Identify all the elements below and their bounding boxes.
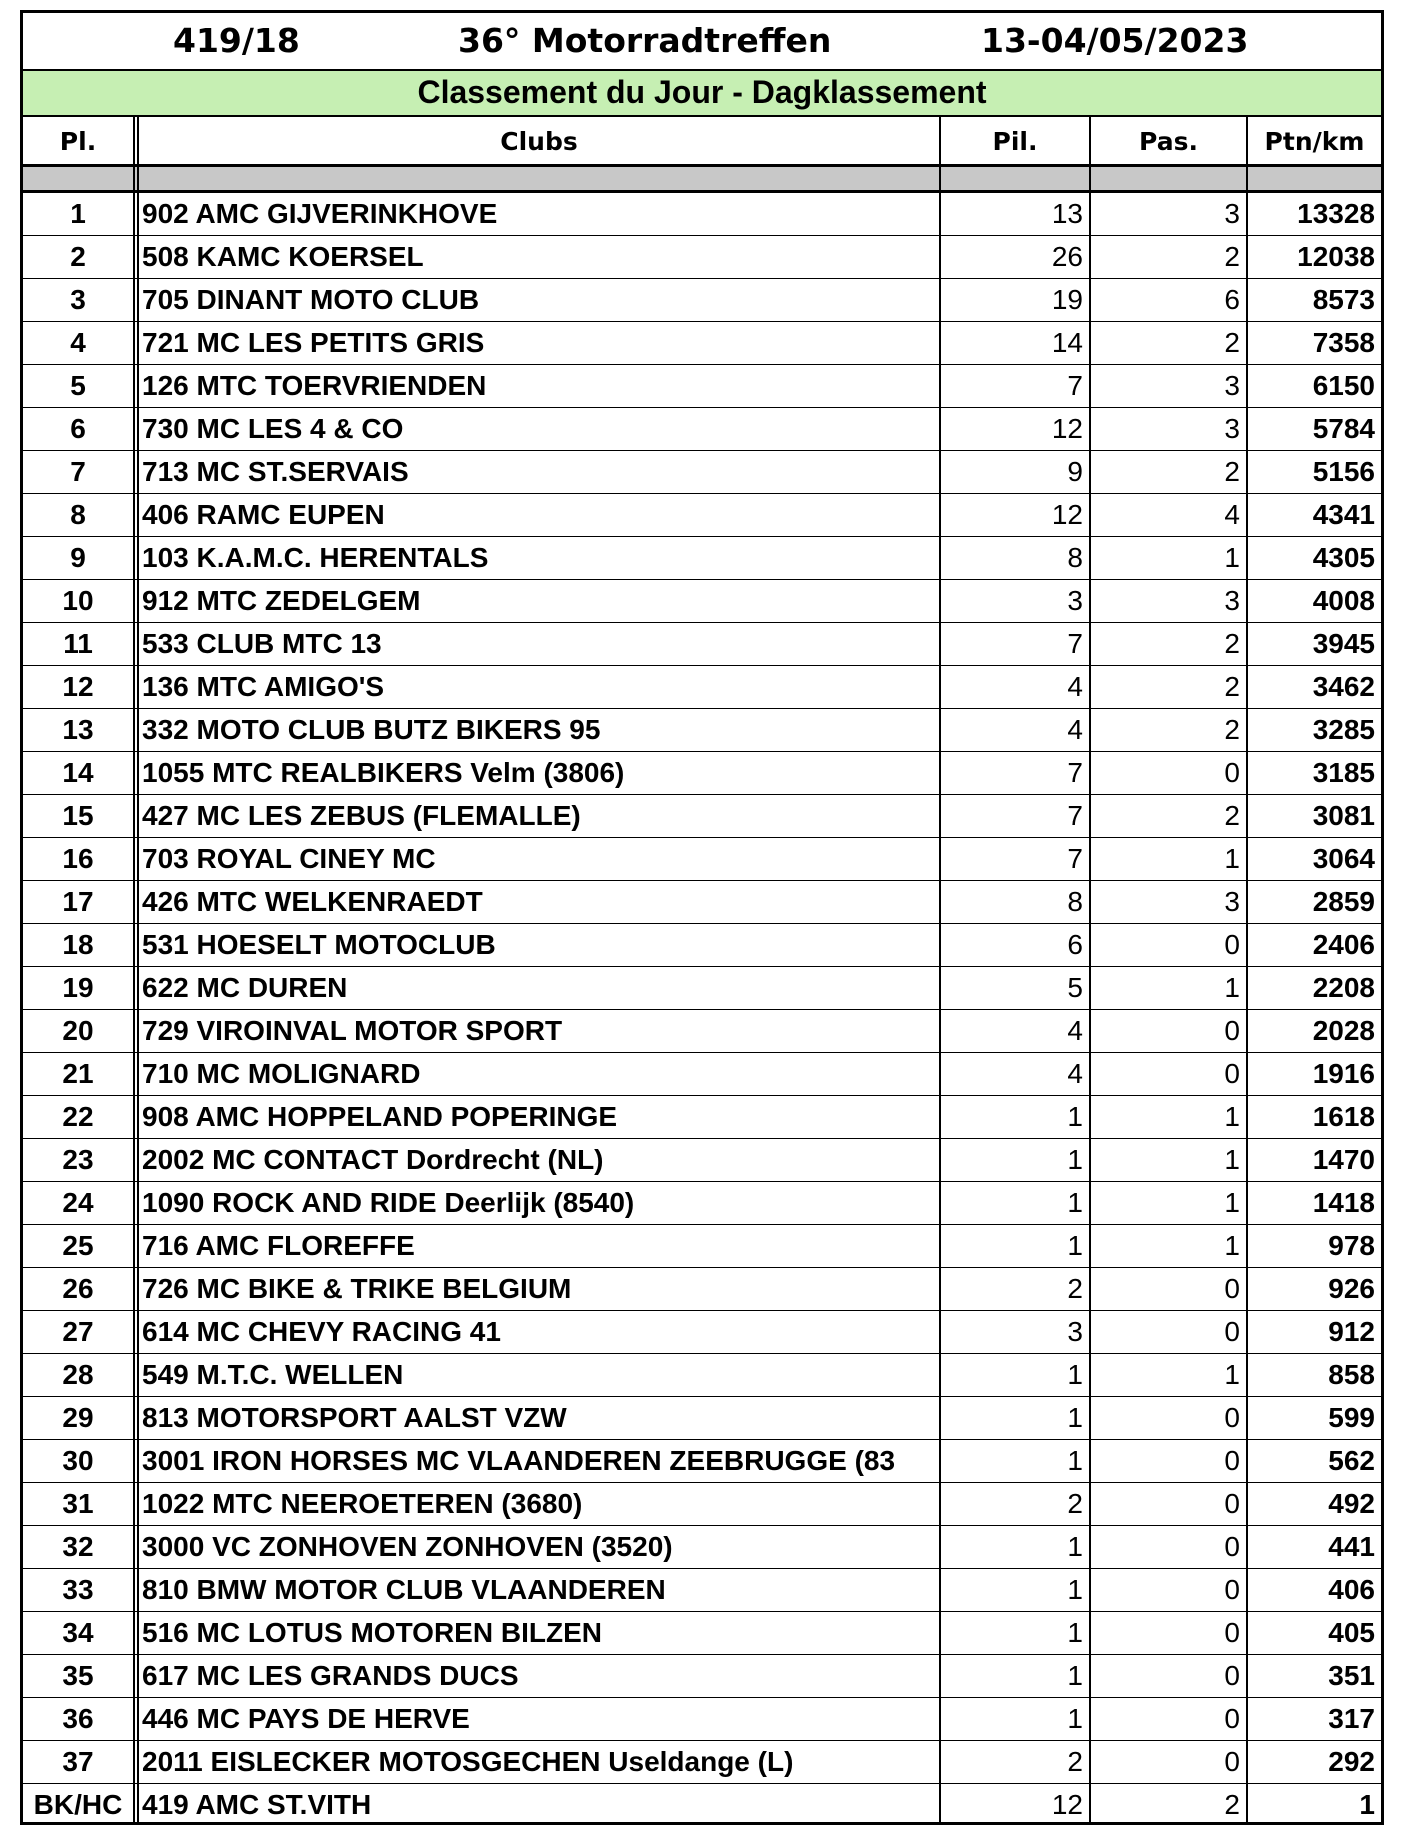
table-row (23, 1741, 1381, 1784)
cell-passengers: 2 (1224, 671, 1240, 702)
cell-passengers: 0 (1224, 1617, 1240, 1648)
cell-passengers: 1 (1224, 1187, 1240, 1218)
cell-passengers: 1 (1224, 1144, 1240, 1175)
cell-pilots: 1 (1067, 1574, 1083, 1605)
table-row (23, 666, 1381, 709)
cell-place: 18 (62, 929, 94, 960)
cell-pilots: 13 (1051, 198, 1083, 229)
cell-club: 713 MC ST.SERVAIS (142, 456, 409, 487)
cell-place: 2 (70, 241, 86, 272)
cell-passengers: 1 (1224, 1101, 1240, 1132)
cell-place: 3 (70, 284, 86, 315)
cell-place: 26 (62, 1273, 94, 1304)
cell-pilots: 8 (1067, 886, 1083, 917)
table-row (23, 795, 1381, 838)
cell-club: 908 AMC HOPPELAND POPERINGE (142, 1101, 618, 1132)
cell-place: 1 (70, 198, 86, 229)
cell-passengers: 2 (1224, 241, 1240, 272)
cell-club: 716 AMC FLOREFFE (142, 1230, 415, 1261)
cell-pilots: 1 (1067, 1144, 1083, 1175)
cell-passengers: 4 (1224, 499, 1240, 530)
cell-place: 28 (62, 1359, 94, 1390)
cell-place: 14 (62, 757, 94, 788)
cell-points: 978 (1328, 1230, 1375, 1261)
table-row (23, 881, 1381, 924)
cell-place: 16 (62, 843, 94, 874)
cell-passengers: 0 (1224, 1316, 1240, 1347)
cell-club: 126 MTC TOERVRIENDEN (142, 370, 487, 401)
table-row (23, 1311, 1381, 1354)
cell-points: 2028 (1312, 1015, 1375, 1046)
cell-place: 24 (62, 1187, 94, 1218)
cell-pilots: 12 (1051, 499, 1083, 530)
table-row (23, 193, 1381, 236)
cell-club: 614 MC CHEVY RACING 41 (142, 1316, 501, 1347)
cell-points: 317 (1328, 1703, 1375, 1734)
table-row (23, 1698, 1381, 1741)
table-row (23, 1612, 1381, 1655)
cell-club: 710 MC MOLIGNARD (142, 1058, 421, 1089)
table-row (23, 537, 1381, 580)
cell-pilots: 2 (1067, 1273, 1083, 1304)
column-header-place: Pl. (59, 127, 97, 156)
column-header-clubs: Clubs (500, 127, 578, 156)
cell-passengers: 2 (1224, 714, 1240, 745)
table-row (23, 709, 1381, 752)
cell-passengers: 1 (1224, 1359, 1240, 1390)
table-row (23, 1225, 1381, 1268)
column-header-row (23, 117, 1381, 167)
cell-club: 721 MC LES PETITS GRIS (142, 327, 485, 358)
column-divider (133, 117, 135, 1822)
table-row (23, 1655, 1381, 1698)
cell-club: 2011 EISLECKER MOTOSGECHEN Useldange (L) (142, 1746, 794, 1777)
cell-place: 19 (62, 972, 94, 1003)
cell-points: 292 (1328, 1746, 1375, 1777)
table-row (23, 1440, 1381, 1483)
table-row (23, 1268, 1381, 1311)
cell-club: 813 MOTORSPORT AALST VZW (142, 1402, 567, 1433)
cell-points: 8573 (1312, 284, 1375, 315)
cell-pilots: 1 (1067, 1187, 1083, 1218)
table-row (23, 1053, 1381, 1096)
cell-club: 1090 ROCK AND RIDE Deerlijk (8540) (142, 1187, 635, 1218)
cell-place: 23 (62, 1144, 94, 1175)
cell-points: 926 (1328, 1273, 1375, 1304)
column-header-passengers: Pas. (1139, 127, 1198, 156)
cell-points: 5784 (1312, 413, 1375, 444)
table-row (23, 1569, 1381, 1612)
cell-pilots: 19 (1051, 284, 1083, 315)
cell-place: 29 (62, 1402, 94, 1433)
cell-pilots: 12 (1051, 413, 1083, 444)
cell-place: 32 (62, 1531, 94, 1562)
table-row (23, 365, 1381, 408)
cell-pilots: 3 (1067, 1316, 1083, 1347)
cell-club: 332 MOTO CLUB BUTZ BIKERS 95 (142, 714, 601, 745)
cell-club: 726 MC BIKE & TRIKE BELGIUM (142, 1273, 572, 1304)
cell-place: 4 (70, 327, 86, 358)
table-row (23, 1010, 1381, 1053)
cell-passengers: 0 (1224, 1703, 1240, 1734)
cell-passengers: 0 (1224, 757, 1240, 788)
table-row (23, 408, 1381, 451)
cell-passengers: 0 (1224, 1402, 1240, 1433)
cell-club: 531 HOESELT MOTOCLUB (142, 929, 496, 960)
cell-club: 406 RAMC EUPEN (142, 499, 385, 530)
column-divider (1246, 117, 1248, 1822)
cell-club: 2002 MC CONTACT Dordrecht (NL) (142, 1144, 604, 1175)
cell-points: 1618 (1312, 1101, 1375, 1132)
cell-club: 617 MC LES GRANDS DUCS (142, 1660, 519, 1691)
column-divider (137, 117, 139, 1822)
cell-club: 912 MTC ZEDELGEM (142, 585, 421, 616)
cell-passengers: 0 (1224, 1660, 1240, 1691)
table-row (23, 236, 1381, 279)
cell-points: 912 (1328, 1316, 1375, 1347)
cell-pilots: 1 (1067, 1445, 1083, 1476)
cell-place: 12 (62, 671, 94, 702)
cell-points: 3064 (1312, 843, 1375, 874)
cell-club: 622 MC DUREN (142, 972, 348, 1003)
cell-passengers: 3 (1224, 198, 1240, 229)
table-row (23, 838, 1381, 881)
cell-points: 405 (1328, 1617, 1375, 1648)
table-row (23, 752, 1381, 795)
cell-pilots: 1 (1067, 1531, 1083, 1562)
cell-pilots: 6 (1067, 929, 1083, 960)
cell-club: 508 KAMC KOERSEL (142, 241, 424, 272)
cell-club: 810 BMW MOTOR CLUB VLAANDEREN (142, 1574, 666, 1605)
cell-pilots: 7 (1067, 628, 1083, 659)
cell-pilots: 2 (1067, 1746, 1083, 1777)
cell-club: 902 AMC GIJVERINKHOVE (142, 198, 498, 229)
cell-pilots: 1 (1067, 1359, 1083, 1390)
table-row (23, 1354, 1381, 1397)
cell-passengers: 2 (1224, 800, 1240, 831)
cell-place: 13 (62, 714, 94, 745)
cell-place: 25 (62, 1230, 94, 1261)
cell-points: 1916 (1312, 1058, 1375, 1089)
cell-place: 9 (70, 542, 86, 573)
cell-club: 136 MTC AMIGO'S (142, 671, 385, 702)
cell-points: 351 (1328, 1660, 1375, 1691)
ranking-table-body (23, 193, 1381, 1827)
cell-points: 4341 (1312, 499, 1375, 530)
table-row (23, 967, 1381, 1010)
cell-points: 12038 (1297, 241, 1375, 272)
cell-place: 15 (62, 800, 94, 831)
cell-pilots: 12 (1051, 1789, 1083, 1820)
classification-subtitle: Classement du Jour - Dagklassement (23, 71, 1381, 117)
cell-points: 2406 (1312, 929, 1375, 960)
event-date: 13-04/05/2023 (981, 21, 1249, 60)
cell-points: 4305 (1312, 542, 1375, 573)
cell-pilots: 7 (1067, 370, 1083, 401)
cell-place: 34 (62, 1617, 94, 1648)
cell-passengers: 0 (1224, 1058, 1240, 1089)
separator-band (23, 167, 1381, 193)
cell-pilots: 14 (1051, 327, 1083, 358)
cell-place: 30 (62, 1445, 94, 1476)
cell-place: BK/HC (33, 1789, 123, 1820)
cell-points: 3285 (1312, 714, 1375, 745)
cell-pilots: 1 (1067, 1703, 1083, 1734)
cell-club: 730 MC LES 4 & CO (142, 413, 404, 444)
column-header-pilots: Pil. (992, 127, 1038, 156)
table-row (23, 322, 1381, 365)
event-title: 36° Motorradtreffen (458, 21, 832, 60)
cell-place: 8 (70, 499, 86, 530)
cell-place: 10 (62, 585, 94, 616)
cell-place: 21 (62, 1058, 94, 1089)
cell-club: 729 VIROINVAL MOTOR SPORT (142, 1015, 563, 1046)
cell-points: 2859 (1312, 886, 1375, 917)
cell-pilots: 4 (1067, 714, 1083, 745)
cell-place: 27 (62, 1316, 94, 1347)
cell-passengers: 3 (1224, 585, 1240, 616)
cell-pilots: 7 (1067, 843, 1083, 874)
cell-pilots: 8 (1067, 542, 1083, 573)
cell-pilots: 2 (1067, 1488, 1083, 1519)
cell-place: 11 (63, 628, 93, 659)
table-row (23, 1397, 1381, 1440)
cell-passengers: 1 (1224, 1230, 1240, 1261)
cell-points: 858 (1328, 1359, 1375, 1390)
cell-club: 419 AMC ST.VITH (142, 1789, 372, 1820)
cell-pilots: 1 (1067, 1101, 1083, 1132)
cell-passengers: 0 (1224, 1445, 1240, 1476)
cell-club: 1055 MTC REALBIKERS Velm (3806) (142, 757, 625, 788)
cell-pilots: 5 (1067, 972, 1083, 1003)
cell-club: 549 M.T.C. WELLEN (142, 1359, 404, 1390)
cell-points: 3462 (1312, 671, 1375, 702)
cell-passengers: 0 (1224, 929, 1240, 960)
cell-pilots: 4 (1067, 1058, 1083, 1089)
cell-club: 427 MC LES ZEBUS (FLEMALLE) (142, 800, 581, 831)
cell-points: 3945 (1312, 628, 1375, 659)
cell-passengers: 1 (1224, 972, 1240, 1003)
cell-points: 562 (1328, 1445, 1375, 1476)
cell-pilots: 7 (1067, 757, 1083, 788)
column-divider (939, 117, 941, 1822)
cell-club: 3000 VC ZONHOVEN ZONHOVEN (3520) (142, 1531, 673, 1562)
cell-pilots: 4 (1067, 1015, 1083, 1046)
cell-pilots: 1 (1067, 1660, 1083, 1691)
table-row (23, 1182, 1381, 1225)
cell-passengers: 2 (1224, 327, 1240, 358)
cell-points: 3185 (1312, 757, 1375, 788)
cell-pilots: 1 (1067, 1402, 1083, 1433)
table-row (23, 451, 1381, 494)
cell-pilots: 26 (1051, 241, 1083, 272)
event-reference: 419/18 (173, 21, 300, 60)
cell-place: 36 (62, 1703, 94, 1734)
cell-pilots: 9 (1067, 456, 1083, 487)
cell-place: 37 (62, 1746, 94, 1777)
cell-place: 31 (62, 1488, 94, 1519)
cell-points: 3081 (1312, 800, 1375, 831)
cell-passengers: 1 (1224, 843, 1240, 874)
cell-place: 17 (62, 886, 94, 917)
cell-club: 446 MC PAYS DE HERVE (142, 1703, 470, 1734)
table-row (23, 1483, 1381, 1526)
cell-pilots: 7 (1067, 800, 1083, 831)
cell-place: 5 (70, 370, 86, 401)
cell-passengers: 3 (1224, 370, 1240, 401)
cell-points: 492 (1328, 1488, 1375, 1519)
cell-points: 7358 (1312, 327, 1375, 358)
table-row (23, 924, 1381, 967)
cell-pilots: 1 (1067, 1617, 1083, 1648)
cell-club: 3001 IRON HORSES MC VLAANDEREN ZEEBRUGGE (83 (142, 1445, 896, 1476)
cell-club: 703 ROYAL CINEY MC (142, 843, 436, 874)
cell-points: 2208 (1312, 972, 1375, 1003)
cell-club: 103 K.A.M.C. HERENTALS (142, 542, 489, 573)
column-divider (1089, 117, 1091, 1822)
cell-passengers: 0 (1224, 1488, 1240, 1519)
cell-passengers: 3 (1224, 886, 1240, 917)
cell-pilots: 1 (1067, 1230, 1083, 1261)
cell-passengers: 0 (1224, 1746, 1240, 1777)
cell-passengers: 2 (1224, 628, 1240, 659)
cell-passengers: 1 (1224, 542, 1240, 573)
cell-place: 35 (62, 1660, 94, 1691)
cell-club: 1022 MTC NEEROETEREN (3680) (142, 1488, 583, 1519)
table-row (23, 623, 1381, 666)
cell-points: 13328 (1297, 198, 1375, 229)
cell-points: 406 (1328, 1574, 1375, 1605)
cell-points: 6150 (1312, 370, 1375, 401)
cell-passengers: 2 (1224, 1789, 1240, 1820)
cell-club: 705 DINANT MOTO CLUB (142, 284, 480, 315)
cell-place: 6 (70, 413, 86, 444)
cell-passengers: 0 (1224, 1531, 1240, 1562)
table-row (23, 1526, 1381, 1569)
cell-club: 426 MTC WELKENRAEDT (142, 886, 483, 917)
cell-place: 7 (70, 456, 86, 487)
cell-points: 1418 (1312, 1187, 1375, 1218)
table-row (23, 279, 1381, 322)
table-row (23, 580, 1381, 623)
cell-passengers: 0 (1224, 1015, 1240, 1046)
cell-pilots: 3 (1067, 585, 1083, 616)
cell-place: 20 (62, 1015, 94, 1046)
table-row (23, 494, 1381, 537)
table-row (23, 1784, 1381, 1827)
table-row (23, 1139, 1381, 1182)
table-row (23, 1096, 1381, 1139)
cell-points: 1 (1359, 1789, 1375, 1820)
cell-passengers: 0 (1224, 1574, 1240, 1605)
cell-place: 22 (62, 1101, 94, 1132)
cell-points: 4008 (1312, 585, 1375, 616)
cell-pilots: 4 (1067, 671, 1083, 702)
classification-sheet (20, 10, 1384, 1825)
title-row (23, 13, 1381, 71)
cell-passengers: 0 (1224, 1273, 1240, 1304)
cell-passengers: 6 (1224, 284, 1240, 315)
cell-points: 441 (1328, 1531, 1375, 1562)
cell-passengers: 3 (1224, 413, 1240, 444)
cell-club: 516 MC LOTUS MOTOREN BILZEN (142, 1617, 602, 1648)
cell-points: 1470 (1312, 1144, 1375, 1175)
cell-points: 5156 (1312, 456, 1375, 487)
cell-place: 33 (62, 1574, 94, 1605)
cell-passengers: 2 (1224, 456, 1240, 487)
column-header-points: Ptn/km (1264, 127, 1365, 156)
cell-points: 599 (1328, 1402, 1375, 1433)
cell-club: 533 CLUB MTC 13 (142, 628, 382, 659)
